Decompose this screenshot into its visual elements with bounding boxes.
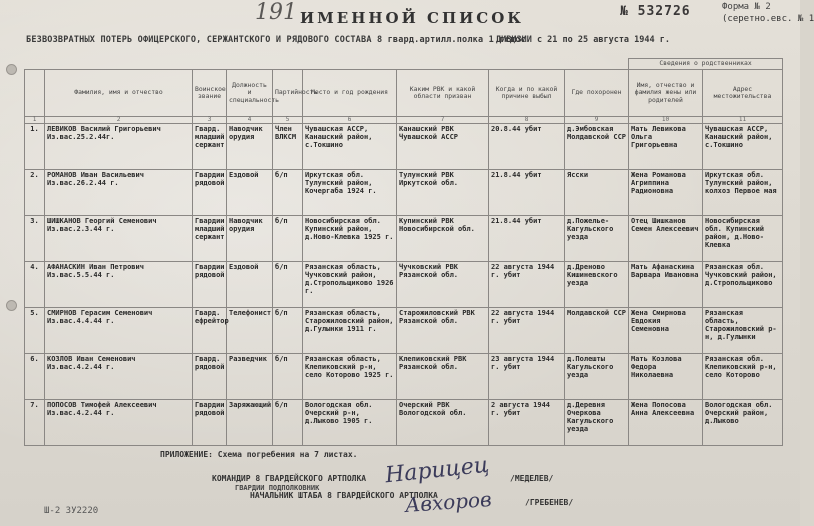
birth-place: Чувашская АССР, Канашский район, с.Токшино [303, 124, 397, 170]
archive-number: № 532726 [620, 4, 691, 19]
draft-office: Старожиловский РВК Рязанской обл. [397, 308, 489, 354]
loss-date-cause: 21.8.44 убит [489, 216, 565, 262]
col-header-party: Партийность [273, 70, 303, 117]
table-row [25, 170, 783, 216]
draft-office: Очерский РВК Вологодской обл. [397, 400, 489, 446]
col-header-birth: Место и год рождения [303, 70, 397, 117]
position: Ездовой [227, 170, 273, 216]
col-number: 11 [703, 117, 783, 124]
military-rank: Гвардии рядовой [193, 400, 227, 446]
military-rank: Гвард. рядовой [193, 354, 227, 400]
burial-place: д.Дреново Кишиневского уезда [565, 262, 629, 308]
position: Ездовой [227, 262, 273, 308]
draft-office: Канашский РВК Чувашской АССР [397, 124, 489, 170]
military-rank: Гвардии младший сержант [193, 216, 227, 262]
loss-date-cause: 22 августа 1944 г. убит [489, 308, 565, 354]
table-row [25, 400, 783, 446]
party-membership: б/п [273, 170, 303, 216]
birth-place: Вологодская обл. Очерский р-н, д.Лыково 1905 г. [303, 400, 397, 446]
row-index: 7. [25, 400, 45, 446]
form-reference: Форма № 2 [722, 2, 771, 12]
draft-office: Тулунский РВК Иркутской обл. [397, 170, 489, 216]
relative-name: Отец Шишканов Семен Алексеевич [629, 216, 703, 262]
relative-address: Новосибирская обл. Купинский район, д.Ново-Клевка [703, 216, 783, 262]
draft-office: Чучковский РВК Рязанской обл. [397, 262, 489, 308]
col-number: 1 [25, 117, 45, 124]
col-number: 9 [565, 117, 629, 124]
attachment-note: ПРИЛОЖЕНИЕ: Схема погребения на 7 листах. [160, 450, 358, 459]
row-index: 2. [25, 170, 45, 216]
relative-address: Рязанская обл. Чучковский район, д.Стропольщиково [703, 262, 783, 308]
birth-place: Новосибирская обл. Купинский район, д.Ново-Клевка 1925 г. [303, 216, 397, 262]
col-header-role: Должность и специальность [227, 70, 273, 117]
draft-office: Клепиковский РВК Рязанской обл. [397, 354, 489, 400]
document-subtitle: БЕЗВОЗВРАТНЫХ ПОТЕРЬ ОФИЦЕРСКОГО, СЕРЖАНТСКОГО И РЯДОВОГО СОСТАВА 8 гвард.артилл.полка 1 гсдос [26, 35, 526, 45]
document-date-range: ДИВИЗИИ с 21 по 25 августа 1944 г. [496, 35, 670, 45]
col-header-address: Адрес местожительства [703, 70, 783, 117]
burial-place: Молдавской ССР [565, 308, 629, 354]
relative-address: Рязанская обл. Клепиковский р-н, село Которово [703, 354, 783, 400]
party-membership: б/п [273, 400, 303, 446]
archive-code: Ш-2 ЗУ2220 [44, 506, 99, 516]
person-name: СМИРНОВ Герасим Семенович Из.вас.4.4.44 г. [45, 308, 193, 354]
col-header-when: Когда и по какой причине выбыл [489, 70, 565, 117]
form-subreference: (серетно.евс. № 1 [722, 14, 814, 24]
chief-of-staff-name: /ГРЕБЕНЕВ/ [525, 498, 574, 507]
relative-name: Мать Левикова Ольга Григорьевна [629, 124, 703, 170]
draft-office: Купинский РВК Новосибирской обл. [397, 216, 489, 262]
relative-address: Иркутская обл. Тулунский район, колхоз Первое мая [703, 170, 783, 216]
col-header-name: Фамилия, имя и отчество [45, 70, 193, 117]
party-membership: Член ВЛКСМ [273, 124, 303, 170]
relative-name: Жена Попосова Анна Алексеевна [629, 400, 703, 446]
relative-address: Вологодская обл. Очерский район, д.Лыково [703, 400, 783, 446]
col-number: 6 [303, 117, 397, 124]
burial-place: д.Эмбовская Молдавской ССР [565, 124, 629, 170]
birth-place: Рязанская область, Чучковский район, д.Стропольщиково 1926 г. [303, 262, 397, 308]
commander-name: /МЕДЕЛЕВ/ [510, 474, 554, 483]
military-rank: Гвард. младший сержант [193, 124, 227, 170]
punch-hole [6, 64, 17, 75]
chief-signature: Авхоров [404, 487, 493, 517]
position: Наводчик орудия [227, 124, 273, 170]
party-membership: б/п [273, 308, 303, 354]
person-name: ПОПОСОВ Тимофей Алексеевич Из.вас.4.2.44 г. [45, 400, 193, 446]
burial-place: Ясски [565, 170, 629, 216]
person-name: АФАНАСКИН Иван Петрович Из.вас.5.5.44 г. [45, 262, 193, 308]
table-row [25, 354, 783, 400]
birth-place: Иркутская обл. Тулунский район, Кочергаба 1924 г. [303, 170, 397, 216]
loss-date-cause: 23 августа 1944 г. убит [489, 354, 565, 400]
commander-rank: ГВАРДИИ ПОДПОЛКОВНИК [235, 484, 320, 492]
document-title: ИМЕННОЙ СПИСОК [300, 9, 524, 27]
military-rank: Гвардии рядовой [193, 262, 227, 308]
col-number: 5 [273, 117, 303, 124]
col-number: 7 [397, 117, 489, 124]
column-number-row [25, 117, 783, 124]
handwritten-note: 191 [255, 0, 297, 25]
relative-name: Жена Смирнова Евдокия Семеновна [629, 308, 703, 354]
row-index: 1. [25, 124, 45, 170]
row-index: 5. [25, 308, 45, 354]
commander-signature: Нарицец [383, 452, 491, 489]
loss-date-cause: 21.8.44 убит [489, 170, 565, 216]
col-number: 2 [45, 117, 193, 124]
person-name: ШИШКАНОВ Георгий Семенович Из.вас.2.3.44 г. [45, 216, 193, 262]
col-number: 8 [489, 117, 565, 124]
col-number: 4 [227, 117, 273, 124]
loss-date-cause: 20.8.44 убит [489, 124, 565, 170]
position: Телефонист [227, 308, 273, 354]
table-row [25, 216, 783, 262]
position: Наводчик орудия [227, 216, 273, 262]
chief-of-staff-title: НАЧАЛЬНИК ШТАБА 8 ГВАРДЕЙСКОГО АРТПОЛКА [250, 491, 438, 500]
col-header-rank: Воинское звание [193, 70, 227, 117]
loss-date-cause: 2 августа 1944 г. убит [489, 400, 565, 446]
col-number: 3 [193, 117, 227, 124]
birth-place: Рязанская область, Старожиловский район, д.Гулынки 1911 г. [303, 308, 397, 354]
party-membership: б/п [273, 354, 303, 400]
row-index: 3. [25, 216, 45, 262]
relative-address: Рязанская область, Старожиловский р-н, д.Гулынки [703, 308, 783, 354]
military-rank: Гвардии рядовой [193, 170, 227, 216]
table-row [25, 124, 783, 170]
burial-place: д.Пожелье-Кагульского уезда [565, 216, 629, 262]
table-row [25, 308, 783, 354]
row-index: 6. [25, 354, 45, 400]
person-name: РОМАНОВ Иван Васильевич Из.вас.26.2.44 г. [45, 170, 193, 216]
punch-hole [6, 300, 17, 311]
commander-title: КОМАНДИР 8 ГВАРДЕЙСКОГО АРТПОЛКА [212, 474, 367, 483]
losses-table [24, 58, 783, 446]
burial-place: д.Полешты Кагульского уезда [565, 354, 629, 400]
table-header-row [25, 70, 783, 117]
col-header-buried: Где похоронен [565, 70, 629, 117]
position: Разведчик [227, 354, 273, 400]
relative-name: Жена Романова Агриппина Радионовна [629, 170, 703, 216]
birth-place: Рязанская область, Клепиковский р-н, село Которово 1925 г. [303, 354, 397, 400]
person-name: КОЗЛОВ Иван Семенович Из.вас.4.2.44 г. [45, 354, 193, 400]
kin-super-header: Сведения о родственниках [629, 59, 783, 70]
burial-place: д.Деревня Очеркова Кагульского уезда [565, 400, 629, 446]
loss-date-cause: 22 августа 1944 г. убит [489, 262, 565, 308]
row-index: 4. [25, 262, 45, 308]
col-header-rvk: Каким РВК и какой области призван [397, 70, 489, 117]
col-header-kin: Имя, отчество и фамилия жены или родителей [629, 70, 703, 117]
military-rank: Гвард. ефрейтор [193, 308, 227, 354]
relative-name: Мать Афанаскина Варвара Ивановна [629, 262, 703, 308]
party-membership: б/п [273, 216, 303, 262]
table-super-header-row [25, 59, 783, 70]
col-header-index [25, 70, 45, 117]
relative-name: Мать Козлова Федора Николаевна [629, 354, 703, 400]
position: Заряжающий [227, 400, 273, 446]
table-row [25, 262, 783, 308]
party-membership: б/п [273, 262, 303, 308]
relative-address: Чувашская АССР, Канашский район, с.Токшино [703, 124, 783, 170]
person-name: ЛЕВИКОВ Василий Григорьевич Из.вас.25.2.44г. [45, 124, 193, 170]
col-number: 10 [629, 117, 703, 124]
